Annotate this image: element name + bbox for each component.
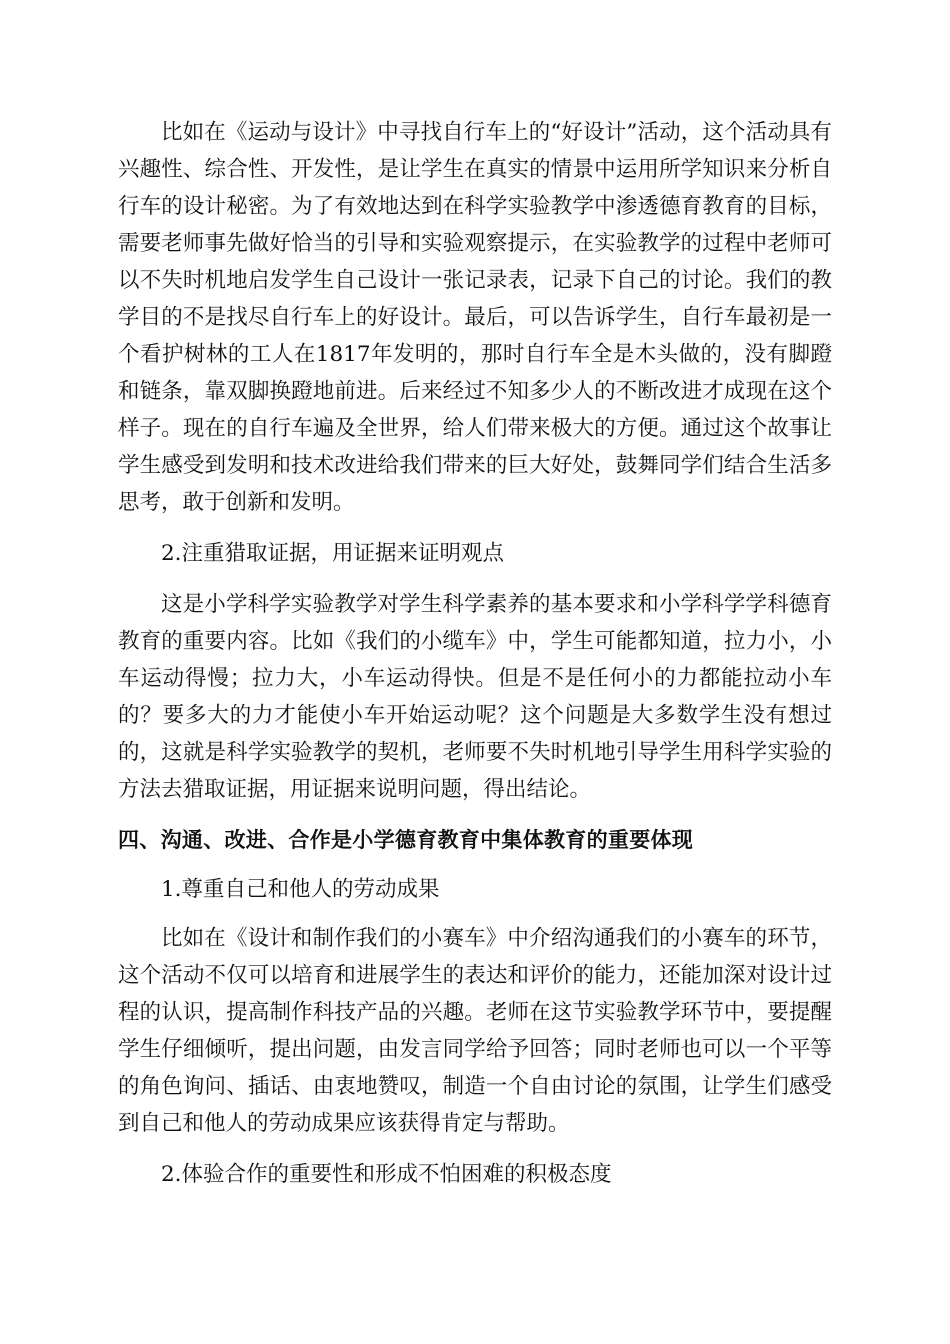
subheading-respect-labor: 1.尊重自己和他人的劳动成果 (161, 877, 440, 902)
document-body (118, 114, 832, 1193)
section-heading-collective-education: 四、沟通、改进、合作是小学德育教育中集体教育的重要体现 (118, 828, 694, 852)
subheading-cooperation: 2.体验合作的重要性和形成不怕困难的积极态度 (161, 1162, 612, 1187)
paragraph-bicycle-design: 比如在《运动与设计》中寻找自行车上的“好设计”活动，这个活动具有兴趣性、综合性、开发性，是让学生在真实的情景中运用所学知识来分析自行车的设计秘密。为了有效地达到在科学实验教学中渗透德育教育的目标，需要老师事先做好恰当的引导和实验观察提示，在实验教学的过程中老师可以不失时机地启发学生自己设计一张记录表，记录下自己的讨论。我们的教学目的不是找尽自行车上的好设计。最后，可以告诉学生，自行车最初是一个看护树林的工人在1817年发明的，那时自行车全是木头做的，没有脚蹬和链条，靠双脚换蹬地前进。后来经过不知多少人的不断改进才成现在这个样子。现在的自行车遍及全世界，给人们带来极大的方便。通过这个故事让学生感受到发明和技术改进给我们带来的巨大好处，鼓舞同学们结合生活多思考，敢于创新和发明。 (118, 120, 832, 515)
subheading-evidence: 2.注重猎取证据，用证据来证明观点 (161, 541, 505, 566)
paragraph-race-car: 比如在《设计和制作我们的小赛车》中介绍沟通我们的小赛车的环节，这个活动不仅可以培育和进展学生的表达和评价的能力，还能加深对设计过程的认识，提高制作科技产品的兴趣。老师在这节实验教学环节中，要提醒学生仔细倾听，提出问题，由发言同学给予回答；同时老师也可以一个平等的角色询问、插话、由衷地赞叹，制造一个自由讨论的氛围，让学生们感受到自己和他人的劳动成果应该获得肯定与帮助。 (118, 926, 832, 1136)
paragraph-cable-car: 这是小学科学实验教学对学生科学素养的基本要求和小学科学学科德育教育的重要内容。比如《我们的小缆车》中，学生可能都知道，拉力小，小车运动得慢；拉力大，小车运动得快。但是不是任何小的力都能拉动小车的？要多大的力才能使小车开始运动呢？这个问题是大多数学生没有想过的，这就是科学实验教学的契机，老师要不失时机地引导学生用科学实验的方法去猎取证据，用证据来说明问题，得出结论。 (118, 592, 832, 802)
